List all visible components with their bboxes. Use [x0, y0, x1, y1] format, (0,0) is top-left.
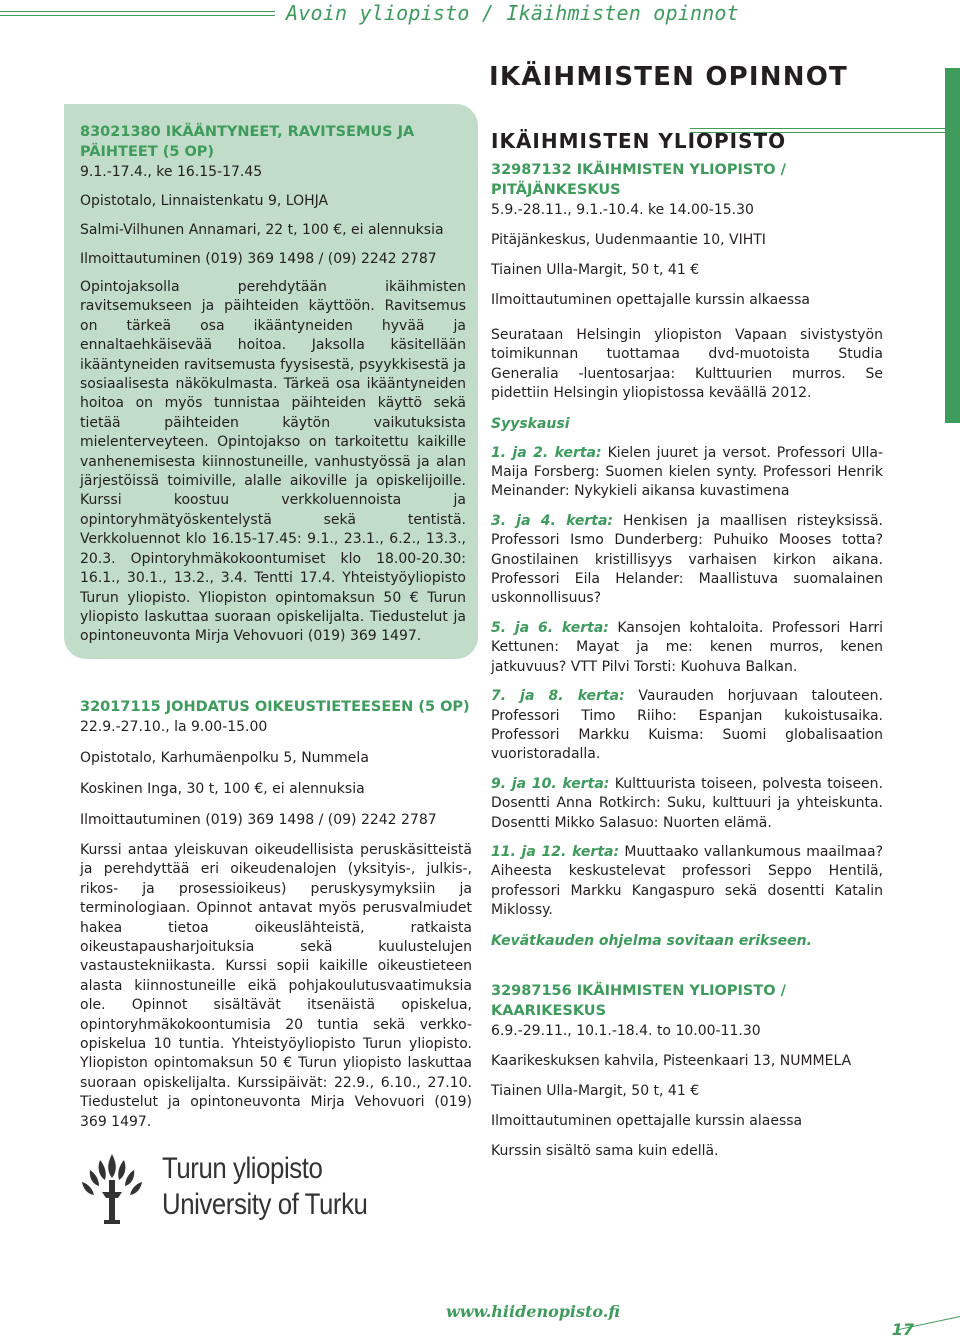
course-place: Kaarikeskuksen kahvila, Pisteenkaari 13, NUMMELA: [491, 1052, 852, 1069]
logo-text-en: University of Turku: [162, 1188, 368, 1221]
session-item: [491, 687, 883, 765]
subsection-title: IKÄIHMISTEN YLIOPISTO: [491, 129, 787, 153]
course-oikeustiede: [80, 697, 472, 1132]
course-registration: Ilmoittautuminen opettajalle kurssin alaessa: [491, 1112, 803, 1129]
section-title: IKÄIHMISTEN OPINNOT: [489, 62, 848, 92]
course-heading: 32987156 IKÄIHMISTEN YLIOPISTO / KAARIKESKUS: [491, 982, 786, 1019]
session-label: 1. ja 2. kerta:: [491, 444, 602, 461]
course-registration: Ilmoittautuminen (019) 369 1498 / (09) 2242 2787: [80, 251, 437, 267]
session-text: Kansojen kohtaloita. Professori Harri Kettunen: Mayat ja me: kenen murros, kenen jatkuvuus? VTT Pilvi Torsti: Kuohuva Balkan.: [491, 619, 884, 675]
session-item: [491, 512, 883, 609]
course-dates: 5.9.-28.11., 9.1.-10.4. ke 14.00-15.30: [491, 202, 754, 218]
season-label: Syyskausi: [491, 415, 570, 432]
course-heading: 32017115 JOHDATUS OIKEUSTIETEESEEN (5 OP): [80, 699, 470, 715]
course-dates: 6.9.-29.11., 10.1.-18.4. to 10.00-11.30: [491, 1022, 761, 1039]
side-tab: [945, 68, 960, 423]
session-label: 7. ja 8. kerta:: [491, 688, 625, 705]
course-box-ravitsemus: [64, 104, 478, 659]
footer-url[interactable]: www.hiidenopisto.fi: [446, 1302, 620, 1321]
course-registration: Ilmoittautuminen (019) 369 1498 / (09) 2242 2787: [80, 812, 437, 828]
spring-note: Kevätkauden ohjelma sovitaan erikseen.: [491, 932, 812, 949]
course-description: Kurssi antaa yleiskuvan oikeudellisista peruskäsitteistä ja perehdyttää eri oikeudenalojen (yksityis-, julkis-, rikos- ja prosessioikeus) peruskysymyksiin ja terminologiaan. Opinnot antavat myös perusvalmiudet hakea tietoa oikeuslähteistä, ratkaista oikeustapausharjoituksia sekä kuulustelujen vastaustekniikasta. Kurssi sopii kaikille oikeustieteen alasta kiinnostuneille eikä pohjakoulutusvaatimuksia ole. Opinnot sisältävät itsenäistä opiskelua, opintoryhmäkokoontumisia 20 tuntia sekä verkko-opiskelua 10 tuntia. Yhteistyöyliopisto Turun yliopisto. Yliopiston opintomaksun 50 € Turun yliopisto laskuttaa suoraan opiskelijalta. Kurssipäivät: 22.9., 6.10., 27.10. Tiedustelut ja opintoneuvonta Mirja Vehovuori (019) 369 1497.: [80, 842, 472, 1130]
session-text: Vaurauden horjuvaan talouteen. Professori Timo Riiho: Espanjan kukoistusaika. Professori Markku Kuisma: Suomi globalisaation vuoristoradalla.: [491, 688, 883, 763]
course-teacher: Tiainen Ulla-Margit, 50 t, 41 €: [491, 262, 700, 278]
course-place: Opistotalo, Karhumäenpolku 5, Nummela: [80, 750, 369, 766]
course-note: Kurssin sisältö sama kuin edellä.: [491, 1142, 719, 1159]
university-logo: [72, 1150, 452, 1230]
session-label: 3. ja 4. kerta:: [491, 512, 614, 529]
torch-emblem-icon: [72, 1150, 152, 1230]
session-text: Henkisen ja maallisen risteyksissä. Professori Ismo Dunderberg: Puhuiko Mooses totta? Gnostilainen kristillisyys varhaisen kirkon aikana. Professori Eila Helander: Maallistuva suomalainen uskonnollisuus?: [491, 512, 883, 607]
header-rule-left: [0, 11, 275, 16]
logo-text-fi: Turun yliopisto: [162, 1152, 323, 1185]
course-dates: 22.9.-27.10., la 9.00-15.00: [80, 719, 268, 735]
course-place: Pitäjänkeskus, Uudenmaantie 10, VIHTI: [491, 232, 766, 248]
session-label: 11. ja 12. kerta:: [491, 843, 620, 860]
session-item: [491, 444, 883, 502]
course-dates: 9.1.-17.4., ke 16.15-17.45: [80, 164, 263, 180]
course-teacher: Salmi-Vilhunen Annamari, 22 t, 100 €, ei alennuksia: [80, 222, 444, 238]
course-registration: Ilmoittautuminen opettajalle kurssin alkaessa: [491, 292, 810, 308]
session-item: [491, 843, 883, 921]
course-heading: 83021380 IKÄÄNTYNEET, RAVITSEMUS JA PÄIHTEET (5 OP): [80, 124, 415, 160]
header-title: Avoin yliopisto / Ikäihmisten opinnot: [286, 1, 739, 25]
session-label: 5. ja 6. kerta:: [491, 619, 609, 636]
course-description: Opintojaksolla perehdytään ikäihmisten ravitsemukseen ja päihteiden käyttöön. Ravitsemus on tärkeä osa ikääntyneiden hyvää ja ennaltaehkäisevää hoitoa. Jaksolla käsitellään ikääntyneiden ravitsemusta fyysisestä, psyykkisestä ja sosiaalisesta näkökulmasta. Tärkeä osa ikääntyneiden hoitoa on myös tunnistaa päihteiden käyttö sekä tietää päihteiden käytön vaikutuksista mielenterveyteen. Opintojakso on tarkoitettu kaikille vanhenemisesta kiinnostuneille, vanhustyössä ja alan järjestöissä toimiville, alalle aikoville ja opiskelijoille. Kurssi koostuu verkkoluennoista ja opintoryhmätyöskentelystä sekä tentistä. Verkkoluennot klo 16.15-17.45: 9.1., 23.1., 6.2., 13.3., 20.3. Opintoryhmäkokoontumiset klo 18.00-20.30: 16.1., 30.1., 13.2., 3.4. Tentti 17.4. Yhteistyöyliopisto Turun yliopisto. Yliopiston opintomaksun 50 € Turun yliopisto laskuttaa suoraan opiskelijalta. Tiedustelut ja opintoneuvonta Mirja Vehovuori (019) 369 1497.: [80, 279, 466, 645]
session-item: [491, 775, 883, 833]
session-item: [491, 619, 883, 677]
session-text: Muuttaako vallankumous maailmaa? Aiheesta keskustelevat professori Seppo Hentilä, professori Markku Kangaspuro sekä dosentti Katalin Miklossy.: [491, 843, 883, 919]
right-column: [491, 128, 883, 1161]
course-teacher: Tiainen Ulla-Margit, 50 t, 41 €: [491, 1082, 700, 1099]
course-heading: 32987132 IKÄIHMISTEN YLIOPISTO / PITÄJÄNKESKUS: [491, 162, 786, 198]
session-text: Kulttuurista toiseen, polvesta toiseen. Dosentti Anna Rotkirch: Suku, kulttuuri ja yhteiskunta. Dosentti Mikko Salasuo: Nuorten elämä.: [491, 775, 883, 831]
page-number: 17: [891, 1320, 914, 1339]
course-description: Seurataan Helsingin yliopiston Vapaan sivistystyön toimikunnan tuottamaa dvd-muotoista Studia Generalia -luentosarjaa: Kulttuurien murros. Se pidettiin Helsingin yliopistossa keväällä 2012.: [491, 327, 883, 402]
session-text: Kielen juuret ja versot. Professori Ulla-Maija Forsberg: Suomen kielen synty. Professori Henrik Meinander: Nykykieli aikansa kuvastimena: [491, 444, 883, 500]
session-label: 9. ja 10. kerta:: [491, 775, 610, 792]
course-place: Opistotalo, Linnaistenkatu 9, LOHJA: [80, 193, 329, 209]
course-teacher: Koskinen Inga, 30 t, 100 €, ei alennuksia: [80, 781, 365, 797]
